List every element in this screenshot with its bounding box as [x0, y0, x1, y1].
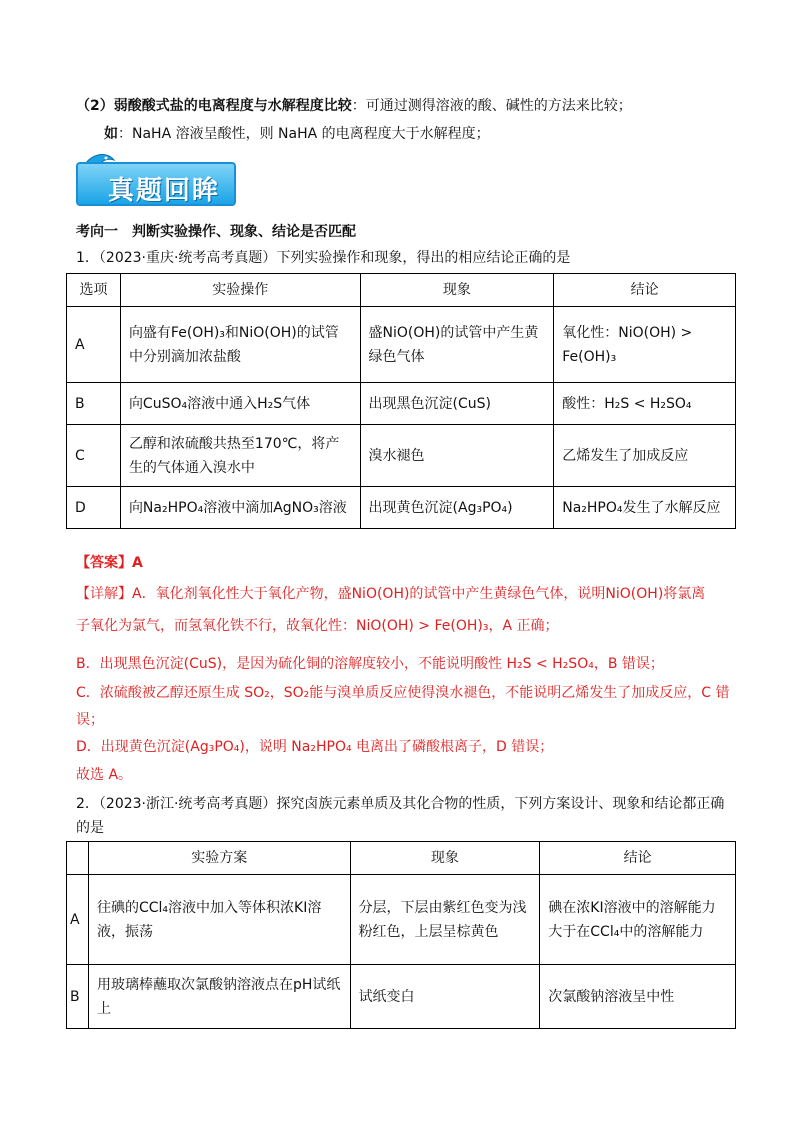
- intro-example-text: ：NaHA 溶液呈酸性，则 NaHA 的电离程度大于水解程度；: [118, 126, 490, 142]
- section-title: 考向一 判断实验操作、现象、结论是否匹配: [76, 224, 356, 240]
- header-phenomenon: 现象: [360, 274, 554, 307]
- table-header-row: [67, 274, 736, 307]
- conclusion-cell: Na₂HPO₄发生了水解反应: [554, 487, 736, 529]
- operation-cell: 向盛有Fe(OH)₃和NiO(OH)的试管中分别滴加浓盐酸: [120, 307, 360, 383]
- operation-cell: 乙醇和浓硫酸共热至170℃，将产生的气体通入溴水中: [120, 425, 360, 487]
- q2-stem: 2．（2023·浙江·统考高考真题）探究卤族元素单质及其化合物的性质，下列方案设计、现象和结论都正确: [76, 796, 725, 812]
- plan-cell: 往碘的CCl₄溶液中加入等体积浓KI溶液，振荡: [88, 875, 350, 965]
- badge-text: 真题回眸: [108, 176, 221, 206]
- intro-line-2: [104, 124, 490, 144]
- intro-heading: （2）弱酸酸式盐的电离程度与水解程度比较: [76, 98, 352, 114]
- q1-detail-line: 误；: [76, 712, 104, 728]
- header-conclusion: 结论: [554, 274, 736, 307]
- option-cell: C: [67, 425, 121, 487]
- phenomenon-cell: 分层，下层由紫红色变为浅粉红色，上层呈棕黄色: [350, 875, 540, 965]
- table-row: [67, 875, 736, 965]
- table-row: [67, 487, 736, 529]
- intro-text: ：可通过测得溶液的酸、碱性的方法来比较；: [351, 98, 632, 114]
- q1-detail-line: C．浓硫酸被乙醇还原生成 SO₂，SO₂能与溴单质反应使得溴水褪色，不能说明乙烯发生了加成反应，C 错: [76, 685, 730, 701]
- table-row: [67, 307, 736, 383]
- q1-table: [66, 273, 736, 529]
- operation-cell: 向CuSO₄溶液中通入H₂S气体: [120, 383, 360, 425]
- intro-example-label: 如: [104, 126, 118, 142]
- option-cell: B: [67, 383, 121, 425]
- q1-detail-line: D．出现黄色沉淀(Ag₃PO₄)，说明 Na₂HPO₄ 电离出了磷酸根离子，D 错误；: [76, 739, 554, 755]
- option-cell: B: [67, 965, 89, 1029]
- table-header-row: [67, 842, 736, 875]
- phenomenon-cell: 溴水褪色: [360, 425, 554, 487]
- header-phenomenon: 现象: [350, 842, 540, 875]
- conclusion-cell: 次氯酸钠溶液呈中性: [540, 965, 736, 1029]
- q1-detail-line: 子氧化为氯气，而氢氧化铁不行，故氧化性：NiO(OH) > Fe(OH)₃，A 正确；: [76, 618, 559, 634]
- option-cell: A: [67, 875, 89, 965]
- option-cell: D: [67, 487, 121, 529]
- section-badge: [76, 152, 238, 210]
- conclusion-cell: 乙烯发生了加成反应: [554, 425, 736, 487]
- q1-detail-line: B．出现黑色沉淀(CuS)，是因为硫化铜的溶解度较小，不能说明酸性 H₂S < H₂SO₄，B 错误；: [76, 656, 664, 672]
- conclusion-cell: 酸性：H₂S < H₂SO₄: [554, 383, 736, 425]
- header-option: [67, 842, 89, 875]
- q2-stem-cont: 的是: [76, 820, 104, 836]
- q1-detail-line: 【详解】A．氧化剂氧化性大于氧化产物，盛NiO(OH)的试管中产生黄绿色气体，说明NiO(OH)将氯离: [76, 586, 706, 602]
- phenomenon-cell: 盛NiO(OH)的试管中产生黄绿色气体: [360, 307, 554, 383]
- option-cell: A: [67, 307, 121, 383]
- table-row: [67, 965, 736, 1029]
- conclusion-cell: 氧化性：NiO(OH) > Fe(OH)₃: [554, 307, 736, 383]
- q2-table: [66, 841, 736, 1029]
- table-row: [67, 383, 736, 425]
- header-operation: 实验操作: [120, 274, 360, 307]
- phenomenon-cell: 试纸变白: [350, 965, 540, 1029]
- q1-answer: 【答案】A: [76, 555, 143, 571]
- intro-line-1: [76, 96, 632, 116]
- header-conclusion: 结论: [540, 842, 736, 875]
- plan-cell: 用玻璃棒蘸取次氯酸钠溶液点在pH试纸上: [88, 965, 350, 1029]
- conclusion-cell: 碘在浓KI溶液中的溶解能力大于在CCl₄中的溶解能力: [540, 875, 736, 965]
- phenomenon-cell: 出现黑色沉淀(CuS): [360, 383, 554, 425]
- operation-cell: 向Na₂HPO₄溶液中滴加AgNO₃溶液: [120, 487, 360, 529]
- q1-stem: 1．（2023·重庆·统考高考真题）下列实验操作和现象，得出的相应结论正确的是: [76, 250, 571, 266]
- phenomenon-cell: 出现黄色沉淀(Ag₃PO₄): [360, 487, 554, 529]
- q1-detail-line: 故选 A。: [76, 767, 133, 783]
- table-row: [67, 425, 736, 487]
- header-option: 选项: [67, 274, 121, 307]
- header-plan: 实验方案: [88, 842, 350, 875]
